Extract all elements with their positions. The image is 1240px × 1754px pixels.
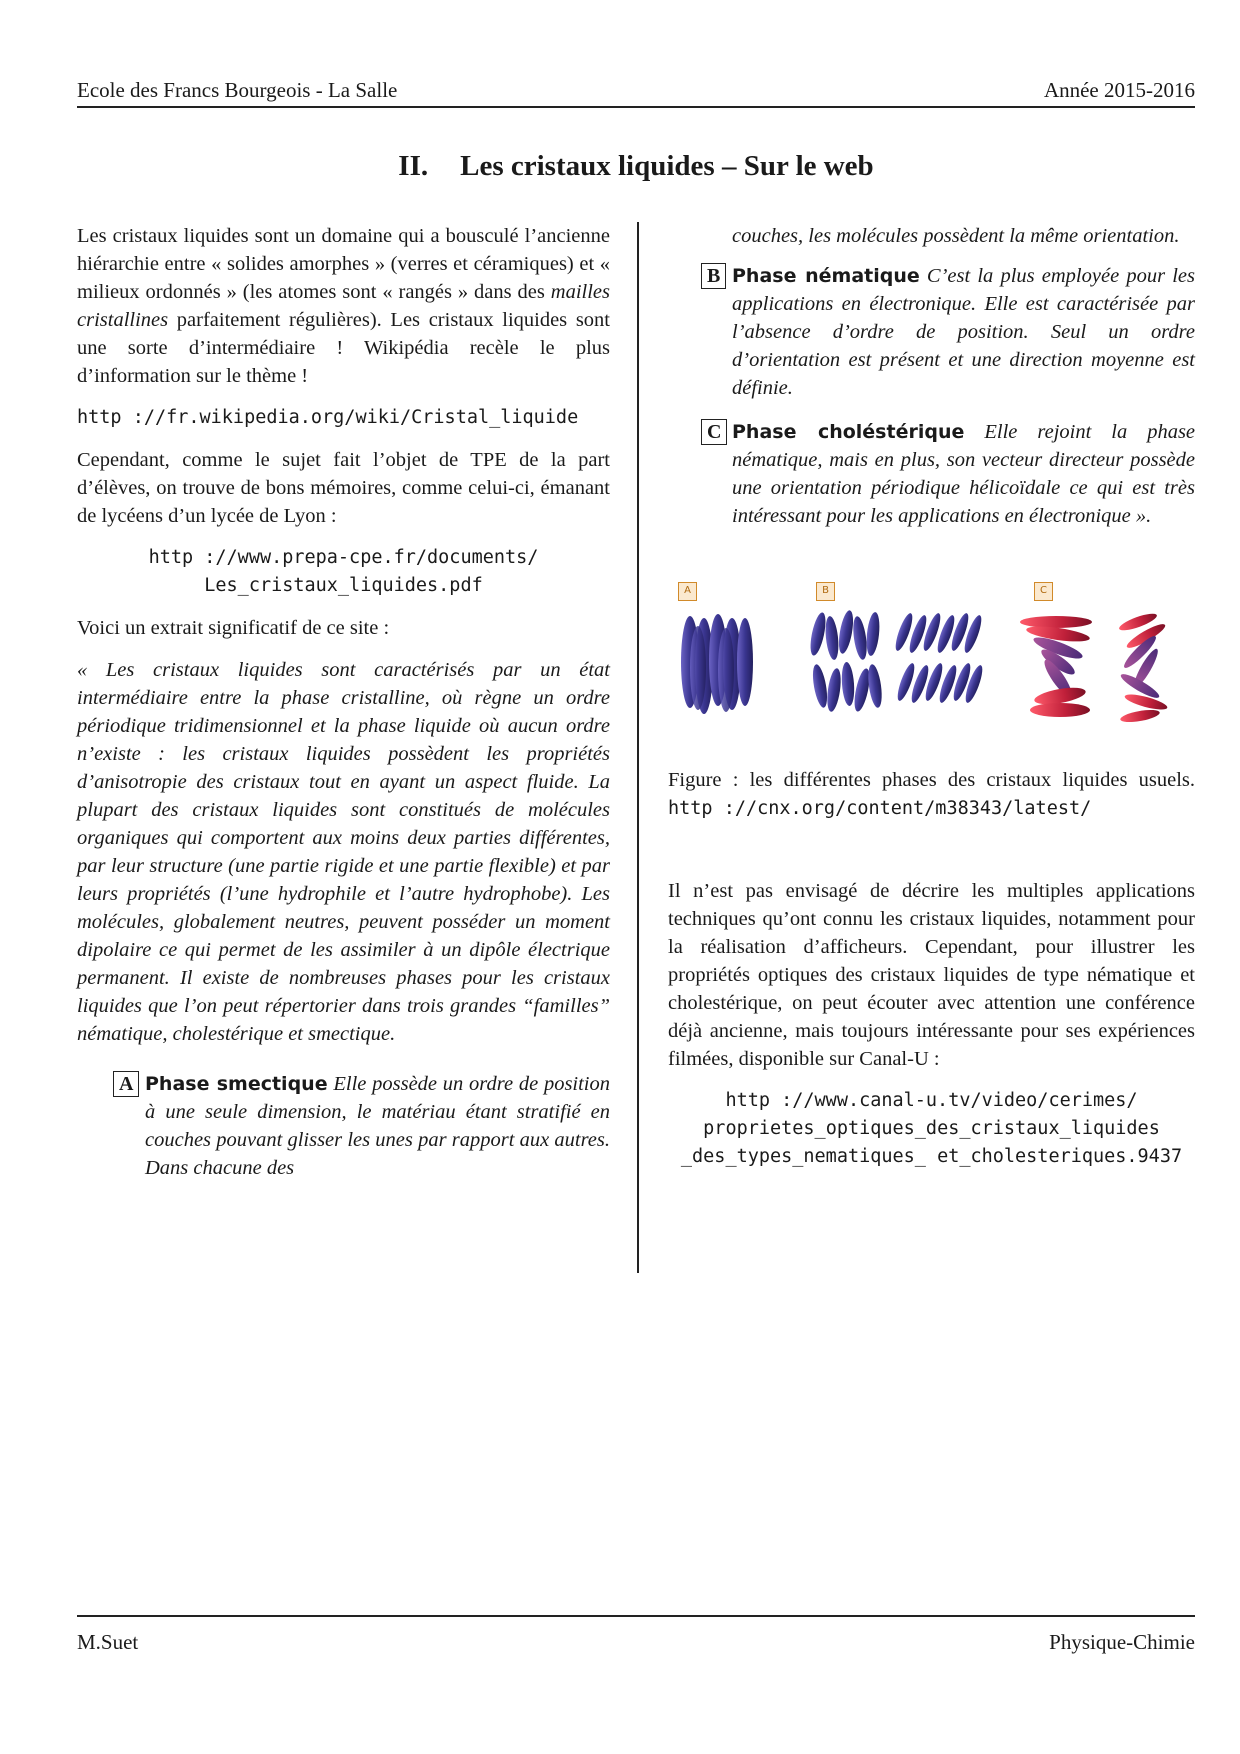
phase-a-label: A: [113, 1071, 139, 1097]
figure-badge-c: C: [1034, 582, 1053, 601]
phase-c-label: C: [701, 419, 727, 445]
figure-source-link[interactable]: http ://cnx.org/content/m38343/latest/: [668, 798, 1092, 819]
author: M.Suet: [77, 1630, 139, 1654]
phase-c-item: [668, 418, 1195, 530]
phase-a-desc: Elle possède un ordre de position à une seule dimension, le matériau étant stratifié en couches pouvant glisser les unes par rapport aux autres. Dans chacune des: [145, 1073, 611, 1179]
phases-figure: [668, 582, 1195, 732]
canal-u-link[interactable]: [668, 1087, 1195, 1171]
figure-badge-a: A: [678, 582, 697, 601]
phase-a-desc-continued: couches, les molécules possèdent la même orientation.: [732, 225, 1180, 247]
phase-b-name: Phase nématique: [732, 265, 920, 287]
canal-u-link-line-3: _des_types_nematiques_ et_cholesteriques.9437: [680, 1146, 1183, 1167]
section-number: II.: [398, 150, 429, 182]
phase-c-desc: Elle rejoint la phase nématique, mais en plus, son vecteur directeur possède une orientation périodique hélicoïdale ce qui est très intéressant pour les applications en électronique ».: [732, 421, 1196, 527]
page-footer: [77, 1615, 1195, 1654]
page-header: [77, 76, 1195, 108]
school-year: Année 2015-2016: [1043, 78, 1195, 102]
intro-text-2: parfaitement régulières). Les cristaux liquides sont une sorte d’intermédiaire ! Wikipédia recèle le plus d’information sur le thème !: [77, 309, 610, 387]
phase-a-item: [77, 1070, 610, 1182]
prepa-link-line-1: http ://www.prepa-cpe.fr/documents/: [148, 547, 539, 568]
cholesteric-molecules-1: [1020, 616, 1092, 717]
phase-b-label: B: [701, 263, 726, 289]
prepa-link-line-2: Les_cristaux_liquides.pdf: [204, 575, 483, 596]
right-column: [668, 222, 1195, 1185]
extract-intro: Voici un extrait significatif de ce site :: [77, 617, 390, 639]
wikipedia-link[interactable]: http ://fr.wikipedia.org/wiki/Cristal_liquide: [77, 407, 579, 428]
prepa-link[interactable]: [77, 544, 610, 600]
intro-text-1: Les cristaux liquides sont un domaine qui a bousculé l’ancienne hiérarchie entre « solides amorphes » (verres et céramiques) et « milieux ordonnés » (les atomes sont « rangés » dans des: [77, 225, 610, 303]
school-name: Ecole des Francs Bourgeois - La Salle: [77, 78, 398, 102]
intro-italic: mailles cristallines: [77, 281, 610, 331]
section-title-text: Les cristaux liquides – Sur le web: [460, 150, 874, 182]
phase-b-item: [668, 262, 1195, 402]
tpe-paragraph: Cependant, comme le sujet fait l’objet de TPE de la part d’élèves, on trouve de bons mémoires, comme celui-ci, émanant de lycéens d’un lycée de Lyon :: [77, 449, 610, 527]
cholesteric-molecules-2: [1117, 610, 1168, 724]
intro-paragraph: [77, 222, 610, 390]
phase-a-name: Phase smectique: [145, 1073, 328, 1095]
left-column: [77, 222, 610, 1198]
canal-u-link-line-1: http ://www.canal-u.tv/video/cerimes/: [725, 1090, 1138, 1111]
quote-paragraph: « Les cristaux liquides sont caractérisés par un état intermédiaire entre la phase cristalline, où règne un ordre périodique tridimensionnel et la phase liquide où aucun ordre n’existe : les cristaux liquides possèdent les propriétés d’anisotropie des cristaux tout en ayant un aspect fluide. La plupart des cristaux liquides sont constitués de molécules organiques qui comportent aux moins deux parties différentes, par leur structure (une partie rigide et une partie flexible) et par leurs propriétés (l’une hydrophile et l’autre hydrophobe). Les molécules, globalement neutres, peuvent posséder un moment dipolaire ce qui permet de les assimiler à un dipôle électrique permanent. Il existe de nombreuses phases pour les cristaux liquides que l’on peut répertorier dans trois grandes “familles” nématique, cholestérique et smectique.: [77, 659, 610, 1045]
phase-c-name: Phase choléstérique: [732, 421, 965, 443]
canal-u-link-line-2: proprietes_optiques_des_cristaux_liquides: [703, 1118, 1160, 1139]
phase-a-continued: [668, 222, 1195, 250]
figure-badge-b: B: [816, 582, 835, 601]
applications-paragraph: Il n’est pas envisagé de décrire les multiples applications techniques qu’ont connu les cristaux liquides, notamment pour la réalisation d’afficheurs. Cependant, pour illustrer les propriétés optiques des cristaux liquides de type nématique et cholestérique, on peut écouter avec attention une conférence déjà ancienne, mais toujours intéressante pour ses expériences filmées, disponible sur Canal-U :: [668, 880, 1195, 1070]
figure-caption: [668, 766, 1195, 823]
smectic-molecules: [681, 614, 753, 714]
subject: Physique-Chimie: [1049, 1630, 1195, 1654]
nematic-molecules-1: [808, 609, 884, 712]
nematic-molecules-2: [892, 611, 985, 704]
phases-illustration: [668, 604, 1195, 734]
phase-b-desc: C’est la plus employée pour les applications en électronique. Elle est caractérisée par l’absence d’ordre de position. Seul un ordre d’orientation est présent et une direction moyenne est définie.: [732, 265, 1195, 399]
figure-caption-text: Figure : les différentes phases des cristaux liquides usuels.: [668, 769, 1195, 791]
section-title: [77, 150, 1195, 183]
column-divider: [637, 222, 639, 1273]
